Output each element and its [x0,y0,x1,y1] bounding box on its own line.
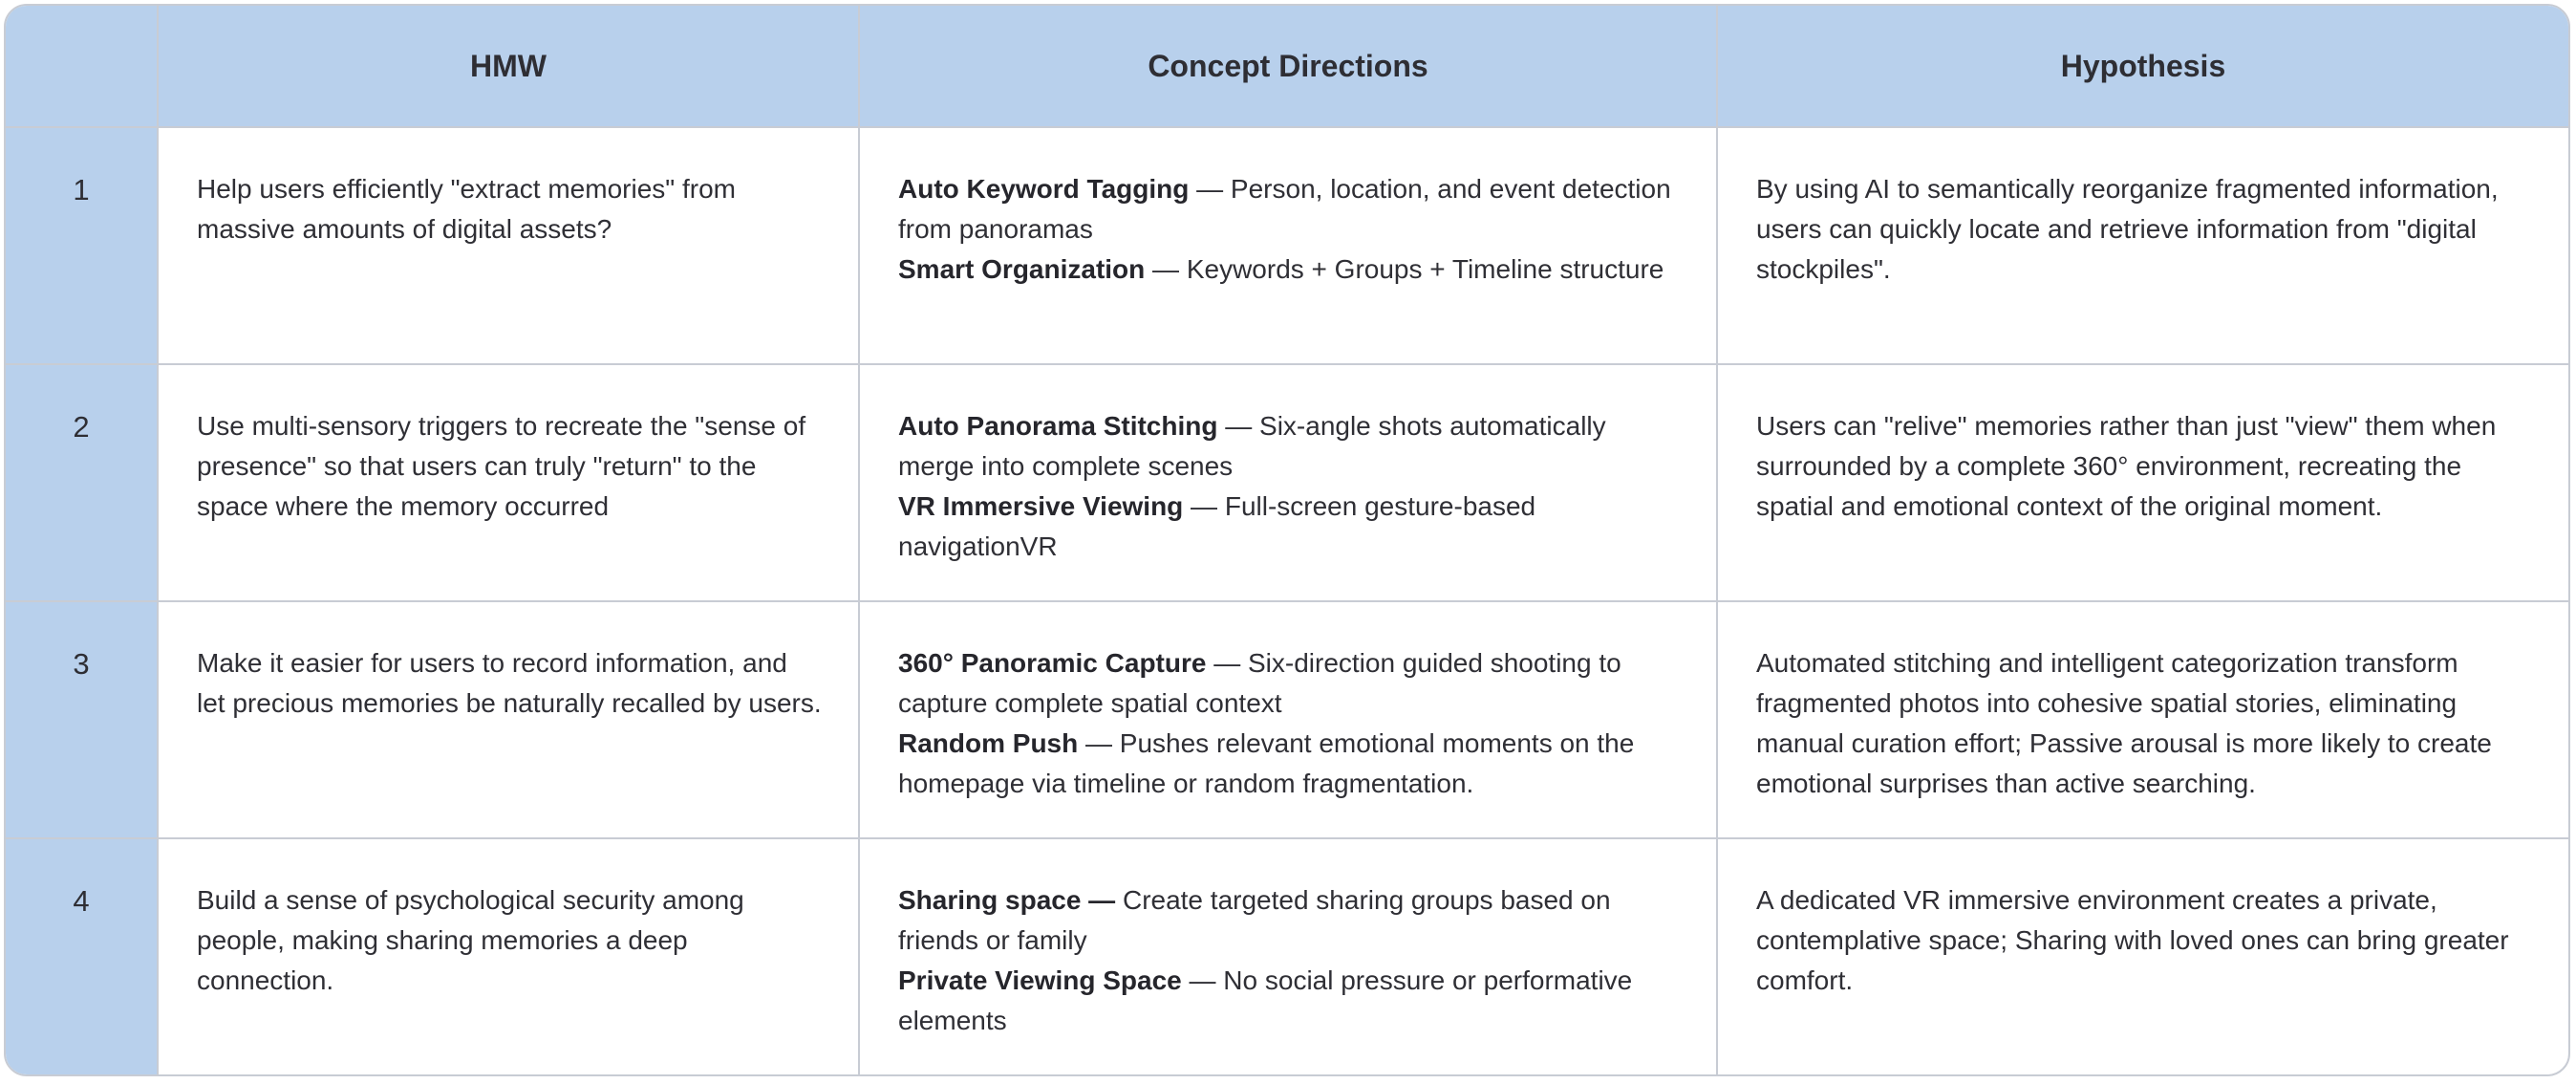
row-number: 3 [6,601,158,838]
concept-title: Sharing space — [898,885,1116,915]
concept-cell [859,364,1717,601]
concept-desc: — No social pressure or performative elements [898,965,1633,1035]
hmw-cell: Make it easier for users to record information, and let precious memories be naturally recalled by users. [158,601,859,838]
concept-item [898,961,1680,1041]
concept-title: Smart Organization [898,254,1146,284]
concept-title: Auto Keyword Tagging [898,174,1190,204]
table [6,6,2568,1075]
hmw-cell: Build a sense of psychological security among people, making sharing memories a deep connection. [158,838,859,1075]
table-row [6,127,2568,364]
concept-title: VR Immersive Viewing [898,491,1184,521]
concept-desc: — Six-direction guided shooting to capture complete spatial context [898,648,1621,718]
concept-item [898,406,1680,487]
concept-item [898,643,1680,724]
concept-desc: Create targeted sharing groups based on friends or family [898,885,1611,955]
hypothesis-cell: Automated stitching and intelligent categorization transform fragmented photos into cohesive spatial stories, eliminating manual curation effort; Passive arousal is more likely to create emotional surprises than active searching. [1717,601,2568,838]
row-number: 2 [6,364,158,601]
hypothesis-cell: A dedicated VR immersive environment creates a private, contemplative space; Sharing with loved ones can bring greater comfort. [1717,838,2568,1075]
concept-item [898,169,1680,249]
hmw-cell: Help users efficiently "extract memories" from massive amounts of digital assets? [158,127,859,364]
header-hypothesis: Hypothesis [1717,6,2568,127]
concept-title: Private Viewing Space [898,965,1182,995]
concept-item [898,724,1680,804]
hypothesis-cell: Users can "relive" memories rather than just "view" them when surrounded by a complete 360° environment, recreating the spatial and emotional context of the original moment. [1717,364,2568,601]
concept-cell [859,127,1717,364]
table-row [6,601,2568,838]
concept-title: 360° Panoramic Capture [898,648,1207,678]
header-hmw: HMW [158,6,859,127]
table-row [6,364,2568,601]
concept-desc: — Six-angle shots automatically merge into complete scenes [898,411,1606,481]
hmw-cell: Use multi-sensory triggers to recreate the "sense of presence" so that users can truly "return" to the space where the memory occurred [158,364,859,601]
concept-title: Auto Panorama Stitching [898,411,1218,441]
concept-item [898,880,1680,961]
concept-title: Random Push [898,728,1079,758]
concept-desc: — Full-screen gesture-based navigationVR [898,491,1536,561]
row-number: 4 [6,838,158,1075]
header-number [6,6,158,127]
concept-item [898,249,1680,290]
hmw-concept-table [4,4,2570,1076]
concept-desc: — Keywords + Groups + Timeline structure [1145,254,1664,284]
concept-cell [859,838,1717,1075]
concept-desc: — Person, location, and event detection from panoramas [898,174,1671,244]
concept-item [898,487,1680,567]
concept-cell [859,601,1717,838]
header-concept-directions: Concept Directions [859,6,1717,127]
header-row [6,6,2568,127]
hypothesis-cell: By using AI to semantically reorganize fragmented information, users can quickly locate and retrieve information from "digital stockpiles". [1717,127,2568,364]
row-number: 1 [6,127,158,364]
concept-desc: — Pushes relevant emotional moments on the homepage via timeline or random fragmentation. [898,728,1635,798]
table-row [6,838,2568,1075]
